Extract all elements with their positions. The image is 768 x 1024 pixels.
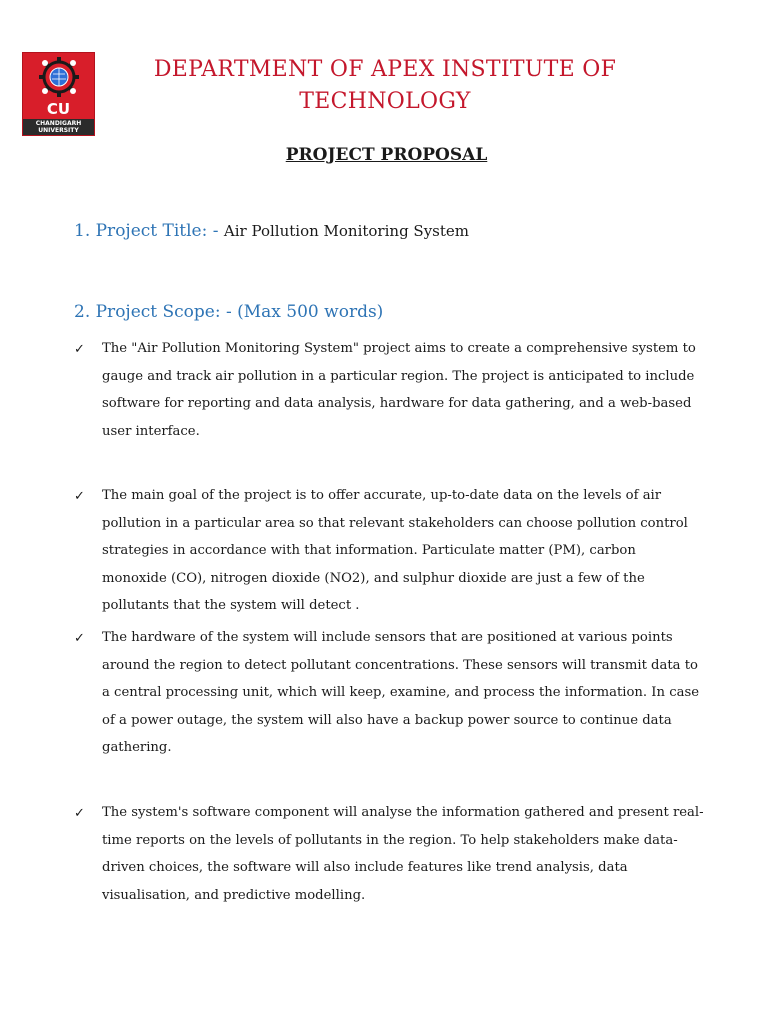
project-title-value: Air Pollution Monitoring System [223,222,470,240]
logo-initials: CU [46,100,71,118]
gear-emblem-icon [23,53,96,103]
department-heading-line1: DEPARTMENT OF APEX INSTITUTE OF [153,57,617,82]
logo-name-line2: UNIVERSITY [38,127,79,134]
scope-bullet-text: The hardware of the system will include sensors that are positioned at various points around the region to detect pollutant concentrations. These sensors will transmit data to a central processing unit, which will keep, examine, and process the information. In case of a power outage, the system will also have a backup power source to continue data gathering. [102,630,700,755]
checkmark-icon: ✓ [74,806,85,821]
logo-name-line1: CHANDIGARH [35,120,82,127]
department-heading-line2: TECHNOLOGY [299,89,471,114]
department-heading [120,54,650,118]
checkmark-icon: ✓ [74,342,85,357]
scope-bullet [74,806,704,909]
checkmark-icon: ✓ [74,489,85,504]
project-title-label: 1. Project Title: - [74,221,224,241]
project-scope-heading: 2. Project Scope: - (Max 500 words) [74,302,384,322]
scope-bullet [74,631,704,762]
scope-bullet-text: The main goal of the project is to offer accurate, up-to-date data on the levels of air pollution in a particular area so that relevant stakeholders can choose pollution control strategies in accordance with that information. Particulate matter (PM), carbon monoxide (CO), nitrogen dioxide (NO2), and sulphur dioxide are just a few of the pollutants that the system will detect . [102,488,688,613]
scope-bullet [74,342,704,445]
university-logo [22,52,95,136]
checkmark-icon: ✓ [74,631,85,646]
scope-bullet-text: The system's software component will analyse the information gathered and present real-time reports on the levels of pollutants in the region. To help stakeholders make data-driven choices, the software will also include features like trend analysis, data visualisation, and predictive modelling. [102,805,704,903]
document-title: PROJECT PROPOSAL [285,145,488,165]
scope-bullet-text: The "Air Pollution Monitoring System" project aims to create a comprehensive system to gauge and track air pollution in a particular region. The project is anticipated to include software for reporting and data analysis, hardware for data gathering, and a web-based user interface. [102,341,696,439]
scope-bullet [74,489,704,620]
project-title-heading [74,221,469,241]
